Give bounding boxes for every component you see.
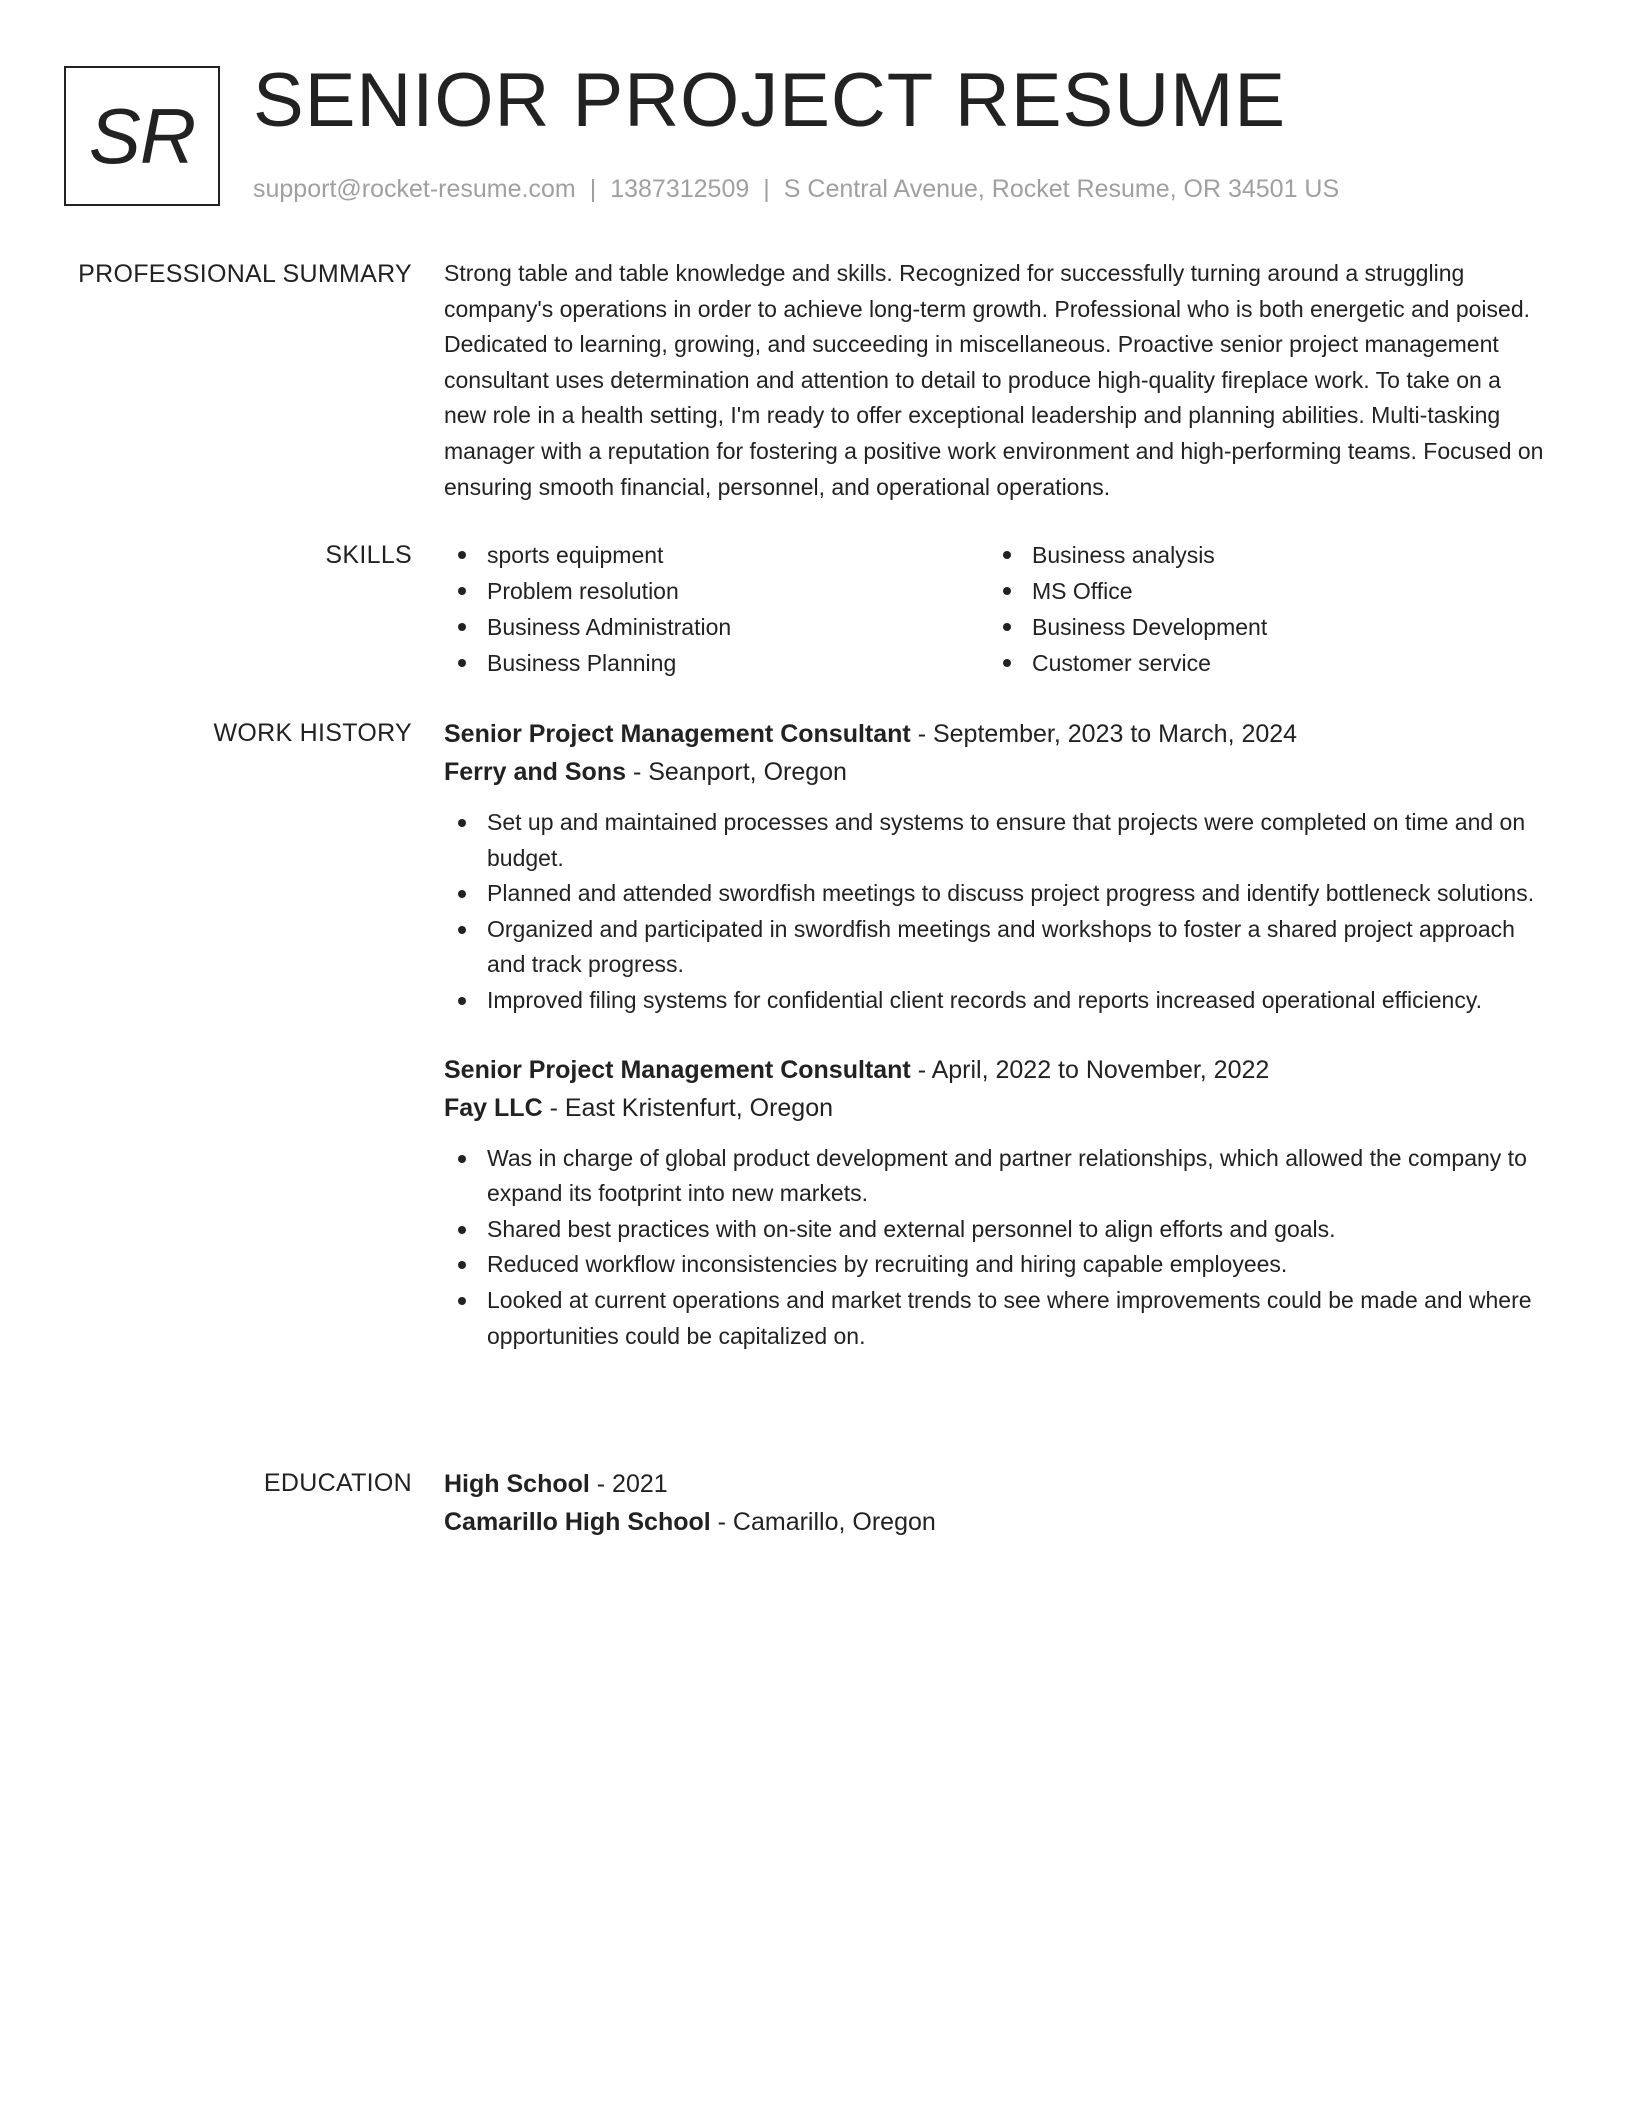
education-heading: EDUCATION bbox=[263, 1469, 412, 1497]
skill-item: MS Office bbox=[989, 573, 1534, 609]
job-bullet: Reduced workflow inconsistencies by recruiting and hiring capable employees. bbox=[444, 1247, 1544, 1283]
job-title: Senior Project Management Consultant bbox=[444, 1055, 911, 1084]
monogram-logo: SR bbox=[64, 66, 220, 206]
skill-item: Business analysis bbox=[989, 537, 1534, 573]
work-history-content bbox=[444, 715, 1544, 1354]
job-entry bbox=[444, 1051, 1544, 1355]
skill-item: Business Administration bbox=[444, 609, 989, 645]
skill-item: Business Development bbox=[989, 609, 1534, 645]
job-bullet-list bbox=[444, 1141, 1544, 1355]
resume-title: SENIOR PROJECT RESUME bbox=[253, 58, 1287, 143]
education-school-line bbox=[444, 1503, 1544, 1541]
job-dates: - April, 2022 to November, 2022 bbox=[910, 1055, 1270, 1084]
education-content bbox=[444, 1465, 1544, 1541]
job-company-line bbox=[444, 753, 1544, 791]
job-bullet: Set up and maintained processes and systems to ensure that projects were completed on time and on budget. bbox=[444, 805, 1544, 876]
job-title-line bbox=[444, 715, 1544, 753]
skills-column-right bbox=[989, 537, 1534, 681]
skill-item: Business Planning bbox=[444, 645, 989, 681]
skill-item: Problem resolution bbox=[444, 573, 989, 609]
summary-heading: PROFESSIONAL SUMMARY bbox=[78, 260, 412, 288]
job-company: Ferry and Sons bbox=[444, 758, 626, 786]
education-degree: High School bbox=[444, 1470, 590, 1498]
job-dates: - September, 2023 to March, 2024 bbox=[910, 720, 1298, 748]
education-degree-line bbox=[444, 1465, 1544, 1503]
job-location: - East Kristenfurt, Oregon bbox=[542, 1093, 834, 1122]
job-bullet: Was in charge of global product development and partner relationships, which allowed the company to expand its footprint into new markets. bbox=[444, 1141, 1544, 1212]
summary-content bbox=[444, 256, 1544, 505]
contact-separator: | bbox=[763, 175, 770, 203]
skills-heading: SKILLS bbox=[325, 541, 412, 569]
job-location: - Seanport, Oregon bbox=[626, 758, 847, 786]
contact-line bbox=[253, 172, 1339, 206]
job-company-line bbox=[444, 1089, 1544, 1127]
work-history-heading: WORK HISTORY bbox=[213, 719, 412, 747]
skill-item: sports equipment bbox=[444, 537, 989, 573]
skills-column-left bbox=[444, 537, 989, 681]
contact-address: S Central Avenue, Rocket Resume, OR 34501 US bbox=[783, 175, 1340, 203]
job-bullet: Planned and attended swordfish meetings to discuss project progress and identify bottleneck solutions. bbox=[444, 876, 1544, 912]
job-bullet: Organized and participated in swordfish meetings and workshops to foster a shared project approach and track progress. bbox=[444, 912, 1544, 983]
job-bullet-list bbox=[444, 805, 1544, 1019]
job-title: Senior Project Management Consultant bbox=[444, 720, 911, 748]
contact-separator: | bbox=[589, 175, 597, 203]
skills-list bbox=[444, 537, 1544, 681]
education-year: - 2021 bbox=[589, 1470, 668, 1498]
job-company: Fay LLC bbox=[444, 1093, 543, 1122]
contact-email: support@rocket-resume.com bbox=[253, 175, 576, 203]
job-title-line bbox=[444, 1051, 1544, 1089]
summary-text: Strong table and table knowledge and skills. Recognized for successfully turning around a struggling company's operations in order to achieve long-term growth. Professional who is both energetic and poised. Dedicated to learning, growing, and succeeding in miscellaneous. Proactive senior project management consultant uses determination and attention to detail to produce high-quality fireplace work. To take on a new role in a health setting, I'm ready to offer exceptional leadership and planning abilities. Multi-tasking manager with a reputation for fostering a positive work environment and high-performing teams. Focused on ensuring smooth financial, personnel, and operational operations. bbox=[444, 260, 1544, 500]
job-bullet: Improved filing systems for confidential client records and reports increased operational efficiency. bbox=[444, 983, 1544, 1019]
job-entry bbox=[444, 715, 1544, 1019]
job-bullet: Shared best practices with on-site and external personnel to align efforts and goals. bbox=[444, 1212, 1544, 1248]
education-school: Camarillo High School bbox=[444, 1508, 711, 1536]
job-bullet: Looked at current operations and market trends to see where improvements could be made and where opportunities could be capitalized on. bbox=[444, 1283, 1544, 1354]
skill-item: Customer service bbox=[989, 645, 1534, 681]
education-location: - Camarillo, Oregon bbox=[710, 1508, 936, 1536]
contact-phone: 1387312509 bbox=[610, 175, 750, 203]
